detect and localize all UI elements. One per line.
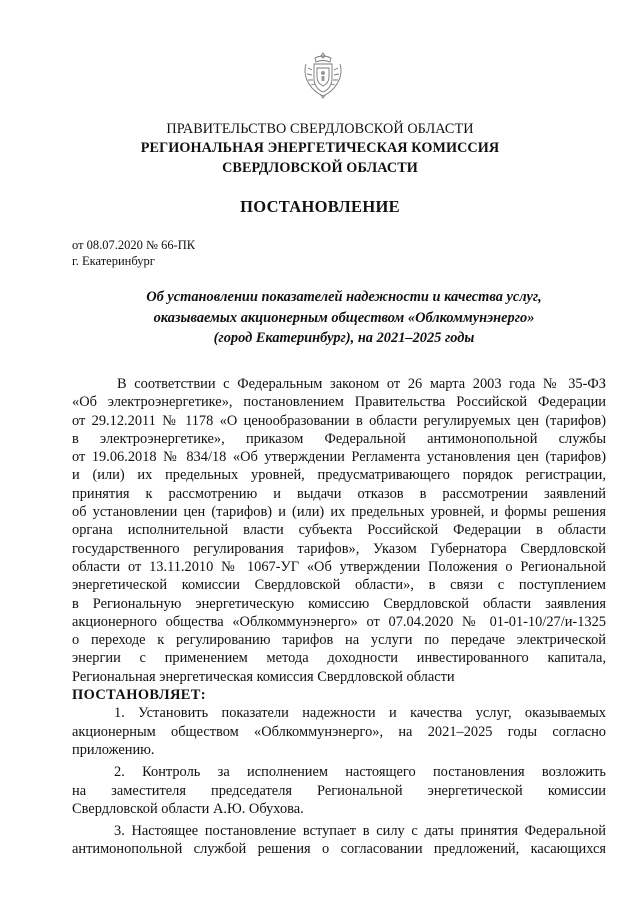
subject-line: оказываемых акционерным обществом «Облкоммунэнерго» [153, 309, 535, 326]
preamble-line: «Об электроэнергетике», постановлением Правительства Российской Федерации [72, 394, 606, 411]
preamble-line: от 19.06.2018 № 834/18 «Об утверждении Регламента установления цен (тарифов) [72, 449, 606, 466]
clause-1-line: 1. Установить показатели надежности и качества услуг, оказываемых [114, 705, 606, 722]
clause-3-line: антимонопольной службой решения о согласовании предложений, касающихся [72, 841, 606, 858]
coat-of-arms-emblem-icon [302, 50, 344, 100]
preamble-line: Региональная энергетическая комиссия Свердловской области [72, 668, 455, 685]
clause-1-line: акционерным обществом «Облкоммунэнерго», на 2021–2025 годы согласно [72, 723, 606, 740]
preamble-line: в электроэнергетике», приказом Федеральной антимонопольной службы [72, 430, 606, 447]
preamble-line: принятия к рассмотрению и выдачи отказов в рассмотрении заявлений [72, 485, 606, 502]
resolve-heading: ПОСТАНОВЛЯЕТ: [72, 687, 206, 704]
clause-2-line: на заместителя председателя Региональной энергетической комиссии [72, 782, 606, 799]
document-title: ПОСТАНОВЛЕНИЕ [240, 197, 400, 216]
subject-line: Об установлении показателей надежности и качества услуг, [146, 289, 542, 305]
clause-3-line: 3. Настоящее постановление вступает в силу с даты принятия Федеральной [114, 823, 606, 840]
commission-header: РЕГИОНАЛЬНАЯ ЭНЕРГЕТИЧЕСКАЯ КОМИССИЯ [140, 140, 500, 156]
clause-2-line: 2. Контроль за исполнением настоящего постановления возложить [114, 764, 606, 781]
document-subject [120, 287, 568, 349]
government-header: ПРАВИТЕЛЬСТВО СВЕРДЛОВСКОЙ ОБЛАСТИ [166, 121, 474, 137]
document-date-number: от 08.07.2020 № 66-ПК [72, 238, 196, 252]
preamble-line: В соответствии с Федеральным законом от 26 марта 2003 года № 35-ФЗ [117, 376, 606, 392]
preamble-line: в Региональную энергетическую комиссию Свердловской области заявления [72, 595, 606, 612]
preamble-line: энергии с применением метода доходности инвестированного капитала, [72, 650, 606, 667]
preamble-line: органа исполнительной власти субъекта Российской Федерации в области [72, 522, 606, 539]
preamble-line: энергетической комиссии Свердловской области», в связи с поступлением [72, 577, 606, 594]
clause-1-line: приложению. [72, 741, 155, 758]
preamble-line: об установлении цен (тарифов) и (или) их предельных уровней, и формы решения [72, 504, 606, 521]
preamble-line: от 29.12.2011 № 1178 «О ценообразовании в области регулируемых цен (тарифов) [72, 412, 606, 429]
preamble-line: о переходе к регулированию тарифов на услуги по передаче электрической [72, 632, 606, 649]
preamble-line: государственного регулирования тарифов», Указом Губернатора Свердловской [72, 540, 606, 557]
clause-2-line: Свердловской области А.Ю. Обухова. [72, 800, 304, 817]
preamble-line: акционерного общества «Облкоммунэнерго» от 07.04.2020 № 01-01-10/27/и-1325 [72, 613, 606, 630]
preamble-line: области от 13.11.2010 № 1067-УГ «Об утверждении Положения о Региональной [72, 558, 606, 575]
preamble-line: и (или) их предельных уровней, предусматривающего порядок регистрации, [72, 467, 606, 484]
subject-line: (город Екатеринбург), на 2021–2025 годы [213, 330, 475, 346]
document-city: г. Екатеринбург [72, 254, 155, 268]
region-header: СВЕРДЛОВСКОЙ ОБЛАСТИ [222, 160, 418, 176]
document-body [72, 375, 606, 859]
